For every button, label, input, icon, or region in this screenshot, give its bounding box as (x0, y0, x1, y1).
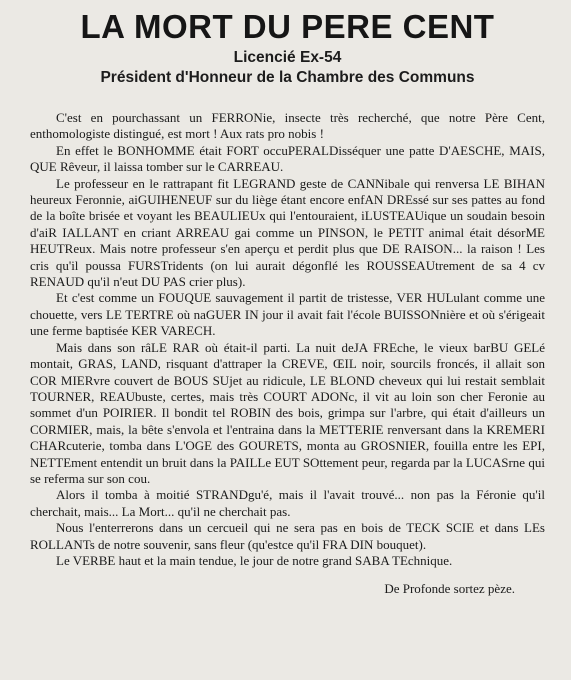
article-title: LA MORT DU PERE CENT (80, 8, 495, 45)
paragraph-2: En effet le BONHOMME était FORT occuPERALDisséquer une patte D'AESCHE, MAIS, QUE Rêveur, il laissa tomber sur le CARREAU. (30, 142, 545, 175)
paragraph-7: Nous l'enterrerons dans un cercueil qui ne sera pas en bois de TECK SCIE et dans LEs ROLLANTs de notre souvenir, sans fleur (qu'estce qu'il FRA DIN bouquet). (30, 520, 545, 552)
paragraph-1: C'est en pourchassant un FERRONie, insecte très recherché, que notre Père Cent, enthomologiste distingué, est mort ! Aux rats pro nobis ! (30, 110, 545, 142)
article-subtitle-licence: Licencié Ex-54 (233, 49, 342, 66)
paragraph-6: Alors il tomba à moitié STRANDgu'é, mais il l'avait trouvé... non pas la Féronie qu'il cherchait, mais... La Mort... qu'il ne cherchait pas. (30, 487, 545, 519)
article-body (30, 110, 545, 569)
paragraph-4: Et c'est comme un FOUQUE sauvagement il partit de tristesse, VER HULulant comme une chouette, vers LE TERTRE où naGUER IN jour il avait fait l'école BUISSONnière et où s'érigeait une ferme baptisée KER VARECH. (30, 290, 545, 339)
paragraph-8: Le VERBE haut et la main tendue, le jour de notre grand SABA TEchnique. (56, 552, 453, 568)
article-subtitle-president: Président d'Honneur de la Chambre des Communs (100, 69, 475, 86)
paragraph-3: Le professeur en le rattrapant fit LEGRAND geste de CANNibale qui renversa LE BIHAN heureux Feronnie, aiGUIHENEUF sur du liège étant encore enfAN DREssé sur ses pattes au fond de la boîte brisée et voyant les BEAULIEUx qui l'entouraient, iLUSTEAUique un soudain besoin d'aiR IALLANT en criant ARREAU gai comme un PINSON, le PETIT animal était désorME HEUTReux. Mais notre professeur s'en aperçu et perdit plus que DE RAISON... la raison ! Les cris qu'il poussa FURSTridents (on lui aurait dégonflé les ROUSSEAUtrement de sa 4 cv RENAUD qu'il n'eut DU PAS crier plus). (30, 175, 545, 290)
signature-line: De Profonde sortez pèze. (384, 581, 515, 597)
paragraph-5: Mais dans son râLE RAR où était-il parti. La nuit deJA FREche, le vieux barBU GELé montait, GRAS, LAND, risquant d'attraper la CREVE, ŒIL noir, sourcils froncés, il allait son COR MIERvre couvert de BOUS SUjet au ridicule, LE BLOND cheveux qui lui restait semblait TOURNER, REAUbuste, certes, mais très COURT ADONc, il vit au loin son cher Feronie au sommet d'un POIRIER. Il bondit tel ROBIN des bois, grimpa sur l'arbre, qui était d'ailleurs un CORMIER, mais, la bête s'envola et l'entraina dans la METTERIE renversant dans la KREMERI CHARcuterie, tomba dans L'OGE des GOURETS, monta au GROSNIER, fouilla entre les EPI, NETTEment entendit un bruit dans la PAILLe EUT SOttement peur, regarda par la LUCASrne qui se referma sur son cou. (30, 339, 545, 486)
